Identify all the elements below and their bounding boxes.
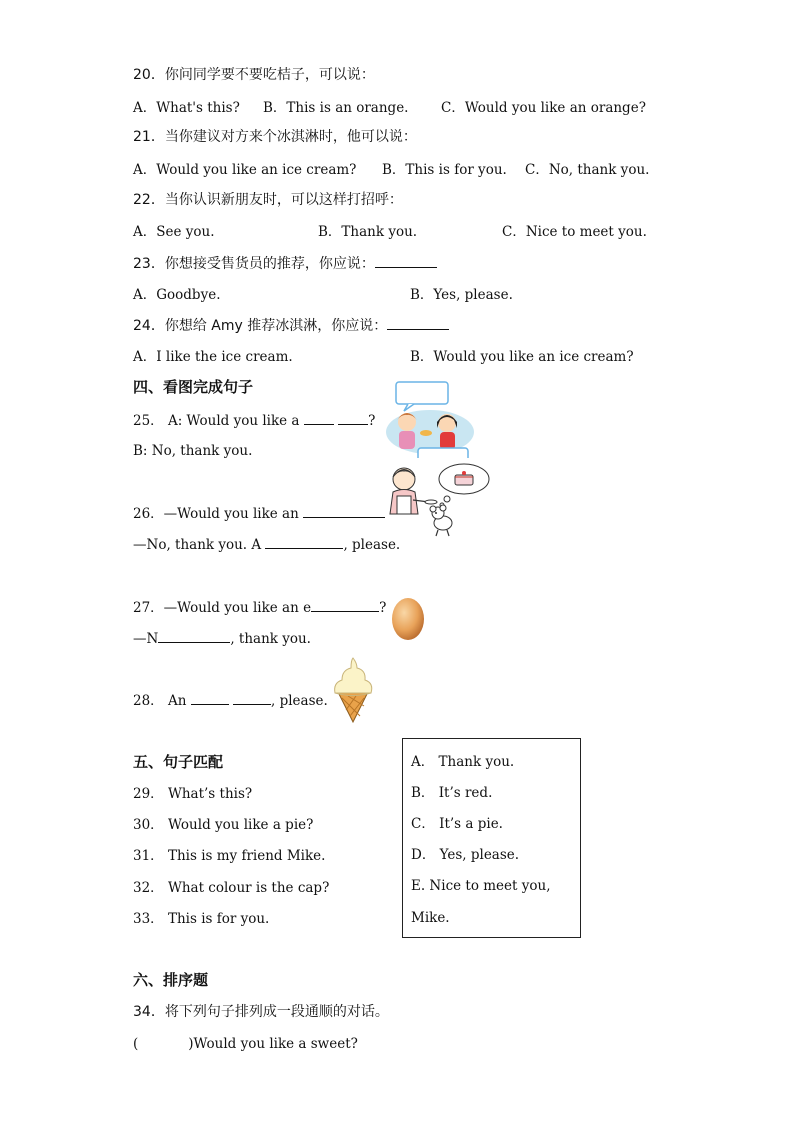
q26-reply-text: —No, thank you. A — [133, 537, 262, 553]
match-question-30: 30． Would you like a pie? — [133, 817, 314, 833]
q28-text-end: , please. — [271, 693, 328, 709]
match-question-32: 32． What colour is the cap? — [133, 880, 330, 896]
q26-line-2 — [133, 535, 400, 554]
q20-option-a: A．What's this? — [133, 100, 240, 116]
q22-stem: 22．当你认识新朋友时，可以这样打招呼： — [133, 192, 403, 208]
section-5-heading: 五、句子匹配 — [133, 753, 224, 771]
q26-line-1 — [133, 504, 385, 523]
q25-answer: B: No, thank you. — [133, 443, 253, 459]
ice-cream-picture — [330, 656, 376, 724]
q28-text: 28． An — [133, 693, 187, 709]
match-option-a: A． Thank you. — [411, 754, 515, 770]
q22-option-b: B．Thank you. — [318, 224, 418, 240]
q21-option-a: A．Would you like an ice cream? — [133, 162, 357, 178]
q27-reply-start: —N — [133, 631, 159, 647]
q24-option-b: B．Would you like an ice cream? — [410, 349, 634, 365]
q26-blank-1[interactable] — [303, 504, 385, 518]
match-question-31: 31． This is my friend Mike. — [133, 848, 326, 864]
q23-option-b: B．Yes, please. — [410, 287, 513, 303]
q25-line — [133, 411, 375, 430]
q21-stem: 21．当你建议对方来个冰淇淋时，他可以说： — [133, 129, 417, 145]
q34-item-1 — [133, 1035, 358, 1053]
q26-reply-end: , please. — [343, 537, 401, 553]
children-sharing-picture — [378, 380, 476, 458]
match-option-e-cont: Mike. — [411, 910, 450, 926]
q25-question-mark: ? — [368, 413, 376, 429]
match-options-box — [402, 738, 581, 938]
q27-blank-1[interactable] — [311, 598, 379, 612]
q23-answer-blank[interactable] — [375, 254, 437, 268]
q24-stem-text: 24．你想给 Amy 推荐冰淇淋，你应说： — [133, 318, 388, 334]
match-option-e: E. Nice to meet you, — [411, 878, 551, 894]
q34-item-1-open: ( — [133, 1036, 139, 1052]
q25-text: 25． A: Would you like a — [133, 413, 300, 429]
match-option-d: D． Yes, please. — [411, 847, 520, 863]
q24-option-a: A．I like the ice cream. — [133, 349, 293, 365]
q27-reply-end: , thank you. — [230, 631, 311, 647]
q25-blank-1[interactable] — [304, 411, 334, 425]
q23-stem-text: 23．你想接受售货员的推荐，你应说： — [133, 256, 375, 272]
match-question-33: 33． This is for you. — [133, 911, 270, 927]
q23-option-a: A．Goodbye. — [133, 287, 221, 303]
egg-picture — [390, 595, 426, 643]
q27-question-mark: ? — [379, 600, 387, 616]
q27-blank-2[interactable] — [158, 629, 230, 643]
q28-blank-1[interactable] — [191, 691, 229, 705]
section-4-heading: 四、看图完成句子 — [133, 378, 254, 396]
q27-line-2 — [133, 629, 311, 648]
q24-stem — [133, 316, 449, 335]
grandma-cake-picture — [383, 462, 491, 538]
q28-blank-2[interactable] — [233, 691, 271, 705]
q26-text: 26．—Would you like an — [133, 506, 299, 522]
q21-option-b: B．This is for you. — [382, 162, 507, 178]
q27-line-1 — [133, 598, 386, 617]
match-option-c: C． It’s a pie. — [411, 816, 503, 832]
q21-option-c: C．No, thank you. — [525, 162, 650, 178]
q20-option-c: C．Would you like an orange? — [441, 100, 646, 116]
q26-blank-2[interactable] — [265, 535, 343, 549]
match-option-b: B． It’s red. — [411, 785, 493, 801]
q22-option-a: A．See you. — [133, 224, 215, 240]
q23-stem — [133, 254, 437, 273]
q20-stem: 20．你问同学要不要吃桔子，可以说： — [133, 67, 375, 83]
q22-option-c: C．Nice to meet you. — [502, 224, 647, 240]
q24-answer-blank[interactable] — [387, 316, 449, 330]
q25-blank-2[interactable] — [338, 411, 368, 425]
q27-text: 27．—Would you like an e — [133, 600, 312, 616]
q34-stem: 34．将下列句子排列成一段通顺的对话。 — [133, 1004, 389, 1020]
q34-item-1-text: )Would you like a sweet? — [188, 1036, 358, 1052]
match-question-29: 29． What’s this? — [133, 786, 253, 802]
q28-line — [133, 691, 328, 710]
q20-option-b: B．This is an orange. — [263, 100, 409, 116]
section-6-heading: 六、排序题 — [133, 971, 209, 989]
